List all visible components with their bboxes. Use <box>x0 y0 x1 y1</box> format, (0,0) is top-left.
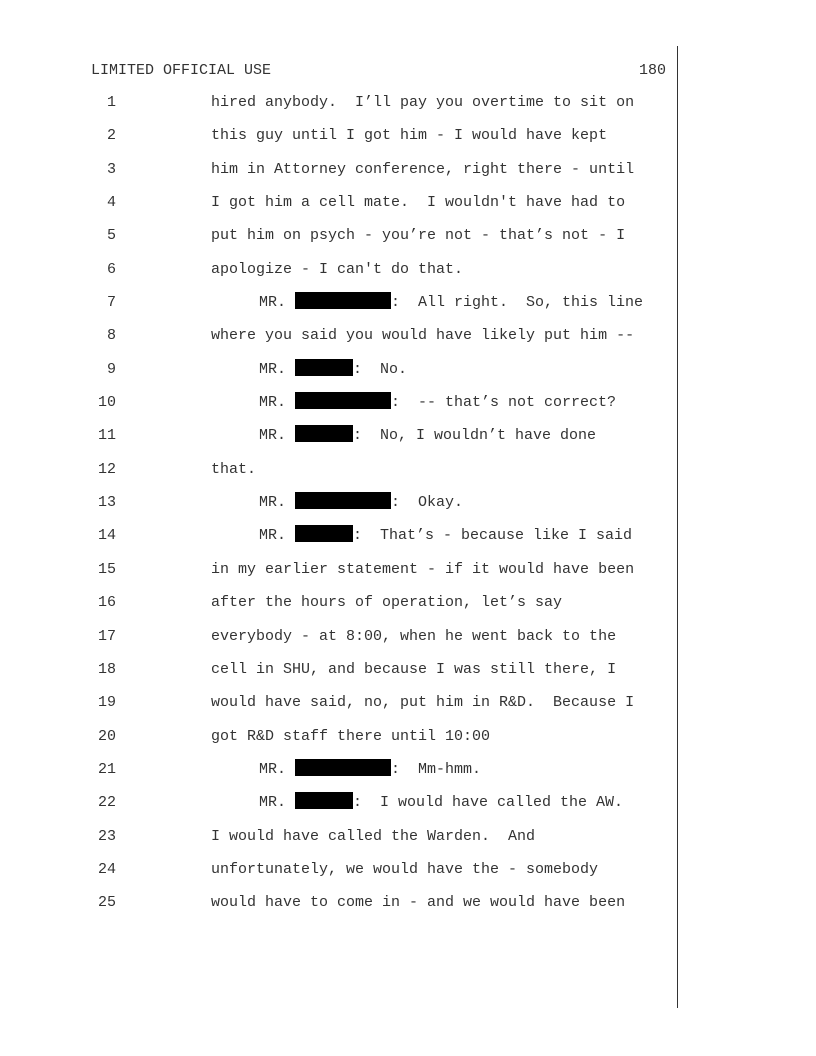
line-number: 7 <box>106 294 116 312</box>
redaction-box <box>295 492 391 509</box>
line-text: after the hours of operation, let’s say <box>211 594 563 612</box>
line-number: 19 <box>97 694 116 712</box>
speaker-line <box>259 525 632 547</box>
line-number: 12 <box>97 460 116 478</box>
transcript-line <box>0 659 816 692</box>
line-text: everybody - at 8:00, when he went back to the <box>211 627 617 645</box>
speaker-text: : Okay. <box>391 494 464 512</box>
transcript-line <box>0 92 816 125</box>
line-text: him in Attorney conference, right there - until <box>211 160 635 178</box>
redaction-box <box>295 359 353 376</box>
line-number: 10 <box>97 394 116 412</box>
speaker-line <box>259 392 616 414</box>
transcript-line <box>0 525 816 558</box>
speaker-text: : All right. So, this line <box>391 294 644 312</box>
transcript-line <box>0 259 816 292</box>
speaker-prefix: MR. <box>259 760 296 778</box>
redaction-box <box>295 759 391 776</box>
transcript-line <box>0 492 816 525</box>
line-text: cell in SHU, and because I was still there, I <box>211 660 617 678</box>
line-number: 17 <box>97 627 116 645</box>
line-number: 1 <box>106 94 116 111</box>
transcript-line <box>0 892 816 925</box>
transcript-line <box>0 192 816 225</box>
transcript-line <box>0 359 816 392</box>
line-number: 8 <box>106 327 116 345</box>
transcript-line <box>0 159 816 192</box>
line-number: 15 <box>97 560 116 578</box>
transcript-line <box>0 859 816 892</box>
speaker-prefix: MR. <box>259 794 296 812</box>
line-number: 3 <box>106 160 116 178</box>
page-number: 180 <box>638 62 666 79</box>
line-number: 18 <box>97 660 116 678</box>
speaker-line <box>259 759 481 781</box>
line-text: in my earlier statement - if it would have been <box>211 560 635 578</box>
redaction-box <box>295 292 391 309</box>
transcript-line <box>0 759 816 792</box>
speaker-line <box>259 359 407 381</box>
transcript-line <box>0 692 816 725</box>
speaker-line <box>259 425 596 447</box>
speaker-text: : -- that’s not correct? <box>391 394 617 412</box>
speaker-prefix: MR. <box>259 360 296 378</box>
line-text: hired anybody. I’ll pay you overtime to sit on <box>211 94 635 111</box>
speaker-text: : No. <box>353 360 408 378</box>
line-number: 16 <box>97 594 116 612</box>
line-number: 13 <box>97 494 116 512</box>
line-number: 9 <box>106 360 116 378</box>
line-number: 2 <box>106 127 116 145</box>
line-number: 4 <box>106 194 116 212</box>
redaction-box <box>295 392 391 409</box>
speaker-text: : Mm-hmm. <box>391 760 482 778</box>
speaker-text: : No, I wouldn’t have done <box>353 427 597 445</box>
line-text: put him on psych - you’re not - that’s not - I <box>211 227 626 245</box>
transcript-line <box>0 826 816 859</box>
speaker-prefix: MR. <box>259 394 296 412</box>
transcript-line <box>0 225 816 258</box>
line-number: 21 <box>97 760 116 778</box>
line-text: where you said you would have likely put him -- <box>211 327 635 345</box>
line-text: I would have called the Warden. And <box>211 827 536 845</box>
speaker-line <box>259 492 463 514</box>
speaker-prefix: MR. <box>259 527 296 545</box>
speaker-prefix: MR. <box>259 494 296 512</box>
speaker-line <box>259 292 643 314</box>
transcript-line <box>0 292 816 325</box>
line-text: would have said, no, put him in R&D. Because I <box>211 694 635 712</box>
redaction-box <box>295 425 353 442</box>
line-number: 11 <box>97 427 116 445</box>
transcript-line <box>0 792 816 825</box>
line-number: 23 <box>97 827 116 845</box>
line-number: 20 <box>97 727 116 745</box>
speaker-prefix: MR. <box>259 427 296 445</box>
transcript-line <box>0 325 816 358</box>
speaker-line <box>259 792 623 814</box>
line-number: 5 <box>106 227 116 245</box>
line-text: apologize - I can't do that. <box>211 260 464 278</box>
line-text: would have to come in - and we would have been <box>211 894 626 912</box>
redaction-box <box>295 792 353 809</box>
line-text: this guy until I got him - I would have kept <box>211 127 608 145</box>
line-number: 25 <box>97 894 116 912</box>
line-number: 14 <box>97 527 116 545</box>
speaker-text: : I would have called the AW. <box>353 794 624 812</box>
transcript-line <box>0 559 816 592</box>
transcript-line <box>0 726 816 759</box>
speaker-text: : That’s - because like I said <box>353 527 633 545</box>
redaction-box <box>295 525 353 542</box>
line-number: 6 <box>106 260 116 278</box>
line-text: that. <box>211 460 257 478</box>
speaker-prefix: MR. <box>259 294 296 312</box>
line-text: I got him a cell mate. I wouldn't have had to <box>211 194 626 212</box>
line-number: 24 <box>97 860 116 878</box>
transcript-line <box>0 459 816 492</box>
transcript-line <box>0 626 816 659</box>
transcript-line <box>0 392 816 425</box>
transcript-line <box>0 425 816 458</box>
transcript-lines <box>0 92 816 926</box>
line-text: unfortunately, we would have the - somebody <box>211 860 599 878</box>
transcript-line <box>0 592 816 625</box>
header-classification: LIMITED OFFICIAL USE <box>91 62 272 79</box>
transcript-line <box>0 125 816 158</box>
line-number: 22 <box>97 794 116 812</box>
line-text: got R&D staff there until 10:00 <box>211 727 491 745</box>
